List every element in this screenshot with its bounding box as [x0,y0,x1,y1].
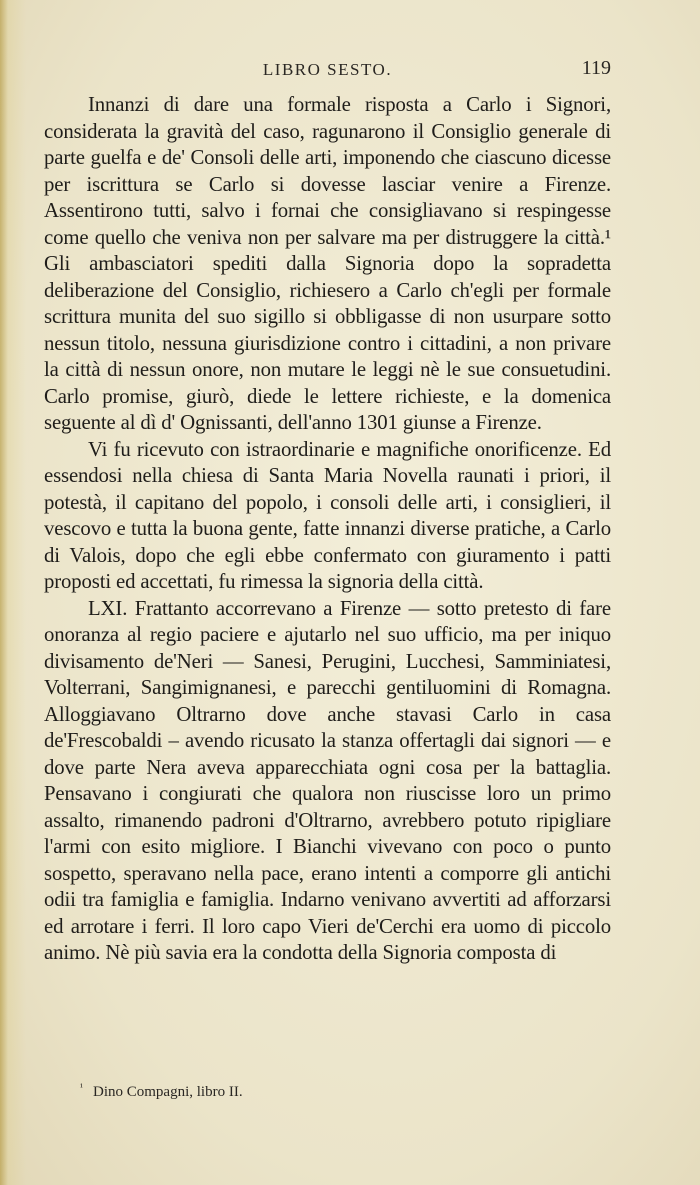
footnote-text: Dino Compagni, libro II. [93,1084,243,1100]
paragraph-1: Innanzi di dare una formale risposta a Carlo i Signori, considerata la gravità del caso, ragunarono il Consiglio generale di parte guelfa e de' Consoli delle arti, imponendo che ciascuno dicesse per iscrittura se Carlo si dovesse lasciar venire a Firenze. Assentirono tutti, salvo i fornai che consigliavano si respingesse come quello che veniva non per salvare ma per distruggere la città.¹ Gli ambasciatori spediti dalla Signoria dopo la sopradetta deliberazione del Consiglio, richiesero a Carlo ch'egli per formale scrittura munita del suo sigillo si obbligasse di non usurpare sotto nessun titolo, nessuna giurisdizione contro i cittadini, a non privare la città di nessun onore, non mutare le leggi nè le sue consuetudini. Carlo promise, giurò, diede le lettere richieste, e la domenica seguente al dì d' Ognissanti, dell'anno 1301 giunse a Firenze. [44,93,611,434]
page-number: 119 [581,57,611,79]
main-text [44,92,611,967]
footnote [80,1082,600,1101]
paragraph-2: Vi fu ricevuto con istraordinarie e magnifiche onorificenze. Ed essendosi nella chiesa di Santa Maria Novella raunati i priori, il potestà, il capitano del popolo, i consoli delle arti, i consiglieri, il vescovo e tutta la buona gente, fatte innanzi diverse pratiche, a Carlo di Valois, dopo che egli ebbe confermato con giuramento i patti proposti ed accettati, fu rimessa la signoria della città. [44,437,611,593]
paragraph-3: LXI. Frattanto accorrevano a Firenze — sotto pretesto di fare onoranza al regio paciere e ajutarlo nel suo ufficio, ma per iniquo divisamento de'Neri — Sanesi, Perugini, Lucchesi, Samminiatesi, Volterrani, Sangimignanesi, e parecchi gentiluomini di Romagna. Alloggiavano Oltrarno dove anche stavasi Carlo in casa de'Frescobaldi – avendo ricusato la stanza offertagli dai signori — e dove parte Nera aveva apparecchiata ogni cosa per la battaglia. Pensavano i congiurati che qualora non riuscisse loro un primo assalto, rimanendo padroni d'Oltrarno, avrebbero potuto ripigliare l'armi con esito migliore. I Bianchi vivevano con poco o punto sospetto, speravano nella pace, erano intenti a comporre gli antichi odii tra famiglia e famiglia. Indarno venivano avvertiti ad afforzarsi ed arrotare i ferri. Il loro capo Vieri de'Cerchi era uomo di piccolo animo. Nè più savia era la condotta della Signoria composta di [44,596,611,964]
running-head: LIBRO SESTO. [262,60,393,79]
page-header [44,57,611,86]
footnote-marker: ¹ [80,1082,83,1093]
